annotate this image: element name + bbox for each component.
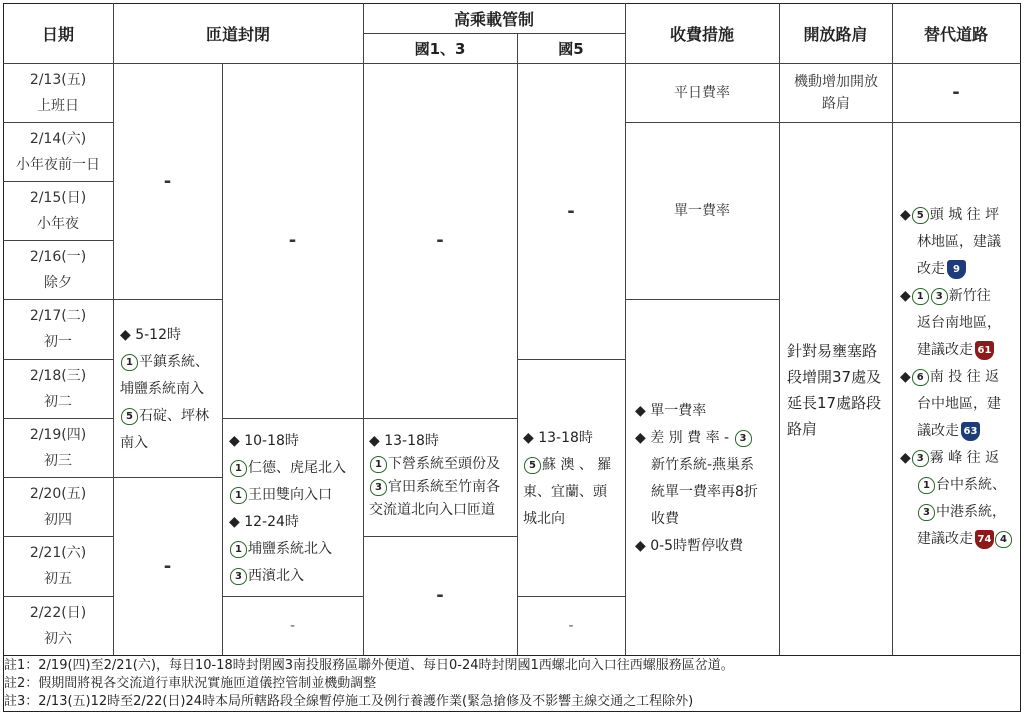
date-cell <box>3 181 113 240</box>
hov5-none-top: - <box>567 200 575 222</box>
row-line <box>625 299 779 300</box>
date-note: 初二 <box>44 393 72 410</box>
hov13-line: 下營系統至頭份及 <box>388 456 500 472</box>
provincial-highway-74-icon: 74 <box>975 530 994 549</box>
national-freeway-1-icon: 1 <box>918 477 935 494</box>
date-note: 上班日 <box>37 97 79 114</box>
date-cell <box>3 240 113 299</box>
hov5-line: 東、宜蘭、頭 <box>523 484 607 500</box>
row-line <box>113 299 222 300</box>
alt-line: 霧 峰 往 返 <box>929 450 1000 466</box>
hov13-time: ◆ 13-18時 <box>369 433 439 449</box>
date-cell <box>3 536 113 596</box>
alt-line: 林地區，建議 <box>917 234 1001 250</box>
national-freeway-1-icon: 1 <box>230 460 247 477</box>
date-label: 2/20(五) <box>29 485 87 502</box>
date-cell <box>3 122 113 181</box>
alt-line: 改走 <box>917 261 945 277</box>
national-freeway-1-icon: 1 <box>230 541 247 558</box>
note-2: 註2：假期間將視各交流道行車狀況實施匝道儀控管制並機動調整 <box>4 676 377 691</box>
header-date: 日期 <box>41 24 74 44</box>
national-freeway-5-icon: 5 <box>121 408 138 425</box>
date-note: 初六 <box>44 630 72 647</box>
alt-line: 議改走 <box>917 423 959 439</box>
national-freeway-3-icon: 3 <box>230 568 247 585</box>
ramp-a-line: 平鎮系統、 <box>139 354 209 370</box>
row-line <box>779 122 1020 123</box>
shoulder-top: 機動增加開放路肩 <box>794 73 878 112</box>
date-cell <box>3 299 113 359</box>
header-toll: 收費措施 <box>669 24 734 44</box>
national-freeway-4-icon: 4 <box>995 531 1012 548</box>
date-label: 2/14(六) <box>29 130 87 147</box>
border-bottom <box>3 711 1021 712</box>
ramp-b-line: 仁德、虎尾北入 <box>248 460 346 476</box>
date-note: 小年夜前一日 <box>16 156 100 173</box>
date-note: 初一 <box>44 334 72 350</box>
ramp-a-time: ◆ 5-12時 <box>120 327 181 343</box>
ramp-a-line: 石碇、坪林 <box>139 408 209 424</box>
ramp-b-line: 西濱北入 <box>248 568 304 584</box>
ramp-b-none-bottom: - <box>289 617 296 634</box>
alt-line: 台中地區，建 <box>917 396 1001 412</box>
ramp-b-none-top: - <box>288 230 297 251</box>
alt-line: 台中系統、 <box>936 477 1006 493</box>
toll-line: ◆ 單一費率 <box>635 403 707 419</box>
date-note: 小年夜 <box>37 215 79 232</box>
date-cell <box>3 477 113 536</box>
date-note: 初四 <box>44 511 72 528</box>
alt-line: 返台南地區， <box>917 315 1001 331</box>
ramp-a-line: 南入 <box>120 435 148 451</box>
hov13-none-bottom: - <box>436 585 444 606</box>
header-alternative: 替代道路 <box>923 24 988 44</box>
national-freeway-6-icon: 6 <box>912 369 929 386</box>
hov5-control <box>523 425 625 533</box>
toll-line: ◆ 0-5時暫停收費 <box>635 538 744 554</box>
national-freeway-5-icon: 5 <box>912 207 929 224</box>
hov5-line: 蘇 澳 、 羅 <box>542 457 612 473</box>
national-freeway-5-icon: 5 <box>524 457 541 474</box>
hov13-none-top: - <box>436 230 444 251</box>
hov5-time: ◆ 13-18時 <box>523 430 593 446</box>
national-freeway-3-icon: 3 <box>370 479 387 496</box>
note-1: 註1：2/19(四)至2/21(六)，每日10-18時封閉國3南投服務區聯外便道、每日0-24時封閉國1西螺北向入口往西螺服務區岔道。 <box>4 658 734 673</box>
alt-routes: ◆ 5 頭 城 往 坪 林地區，建議 改走 9 ◆ 1 3 新竹往 返台南地區， 建議改走 61 ◆ 6 南 投 往 返 台中地區，建 議改走 63 ◆ 3 霧 峰 往 返 1 台中系統、 3 中港系統， 建議改走 74 4 <box>900 202 1020 553</box>
toll-line: 收費 <box>651 511 679 527</box>
header-shoulder: 開放路肩 <box>803 24 868 44</box>
alt-line: 建議改走 <box>917 342 973 358</box>
toll-line: ◆ 差 別 費 率 - <box>635 430 730 446</box>
ramp-b-time: ◆ 12-24時 <box>229 514 299 530</box>
provincial-highway-9-icon: 9 <box>947 260 966 279</box>
provincial-highway-61-icon: 61 <box>975 341 994 360</box>
date-label: 2/19(四) <box>29 426 87 443</box>
national-freeway-1-icon: 1 <box>230 487 247 504</box>
provincial-highway-63-icon: 63 <box>961 422 980 441</box>
header-ramp-closure: 匝道封閉 <box>205 24 270 44</box>
date-note: 除夕 <box>44 274 72 291</box>
date-cell <box>3 63 113 122</box>
national-freeway-1-icon: 1 <box>912 288 929 305</box>
toll-single: 單一費率 <box>674 202 730 219</box>
hov13-line: 官田系統至竹南各 <box>388 479 500 495</box>
border-notes <box>3 655 1021 656</box>
alt-line: 頭 城 往 坪 <box>929 207 1000 223</box>
date-label: 2/22(日) <box>29 604 87 621</box>
date-note: 初三 <box>44 452 72 469</box>
col-line-6 <box>779 3 780 655</box>
shoulder-line: 路肩 <box>787 420 818 438</box>
ramp-b-time: ◆ 10-18時 <box>229 433 299 449</box>
national-freeway-3-icon: 3 <box>918 504 935 521</box>
national-freeway-3-icon: 3 <box>931 288 948 305</box>
date-label: 2/18(三) <box>29 367 87 384</box>
border-right <box>1020 3 1021 712</box>
date-label: 2/17(二) <box>29 308 87 324</box>
ramp-a-line: 埔鹽系統南入 <box>120 381 204 397</box>
alt-line: 新竹往 <box>948 288 991 304</box>
shoulder-line: 針對易壅塞路 <box>787 342 878 360</box>
shoulder-measure <box>787 338 891 442</box>
alt-none-top: - <box>952 82 960 103</box>
date-label: 2/16(一) <box>29 248 87 265</box>
national-freeway-3-icon: 3 <box>912 450 929 467</box>
alt-line: 中港系統， <box>936 504 1006 520</box>
date-label: 2/21(六) <box>29 545 87 561</box>
ramp-b-line: 埔鹽系統北入 <box>248 541 332 557</box>
ramp-a-none-top: - <box>163 170 172 192</box>
alt-line: 南 投 往 返 <box>929 369 1000 385</box>
date-cell <box>3 418 113 477</box>
date-note: 初五 <box>44 571 72 587</box>
ramp-a-none-bottom: - <box>163 555 172 577</box>
note-3: 註3：2/13(五)12時至2/22(日)24時本局所轄路段全線暫停施工及例行養護作業(緊急搶修及不影響主線交通之工程除外) <box>4 694 694 709</box>
shoulder-line: 段增開37處及 <box>787 368 882 386</box>
toll-line: 統單一費率再8折 <box>651 484 758 500</box>
header-hov-n5: 國5 <box>558 39 584 58</box>
national-freeway-3-icon: 3 <box>735 430 752 447</box>
row-line <box>222 418 363 419</box>
ramp-b-line: 王田雙向入口 <box>248 487 332 503</box>
date-cell <box>3 359 113 418</box>
alt-line: 建議改走 <box>917 531 973 547</box>
toll-line: 新竹系統-燕巢系 <box>651 457 755 473</box>
ramp-b-closures <box>229 428 363 590</box>
hov13-line: 交流道北向入口匝道 <box>369 502 495 518</box>
shoulder-line: 延長17處路段 <box>787 394 882 412</box>
toll-measures <box>635 398 775 560</box>
date-cell <box>3 596 113 655</box>
toll-weekday: 平日費率 <box>674 84 730 101</box>
header-hov-n13: 國1、3 <box>414 39 466 58</box>
header-hov: 高乘載管制 <box>453 9 534 29</box>
hov5-none-bottom: - <box>568 617 574 634</box>
hov13-control <box>369 430 517 522</box>
row-line <box>517 359 625 360</box>
date-label: 2/13(五) <box>29 71 87 88</box>
row-line <box>363 418 517 419</box>
hov5-line: 城北向 <box>523 511 565 527</box>
date-label: 2/15(日) <box>29 189 87 206</box>
national-freeway-1-icon: 1 <box>121 354 138 371</box>
national-freeway-1-icon: 1 <box>370 456 387 473</box>
ramp-a-closures <box>120 322 222 457</box>
